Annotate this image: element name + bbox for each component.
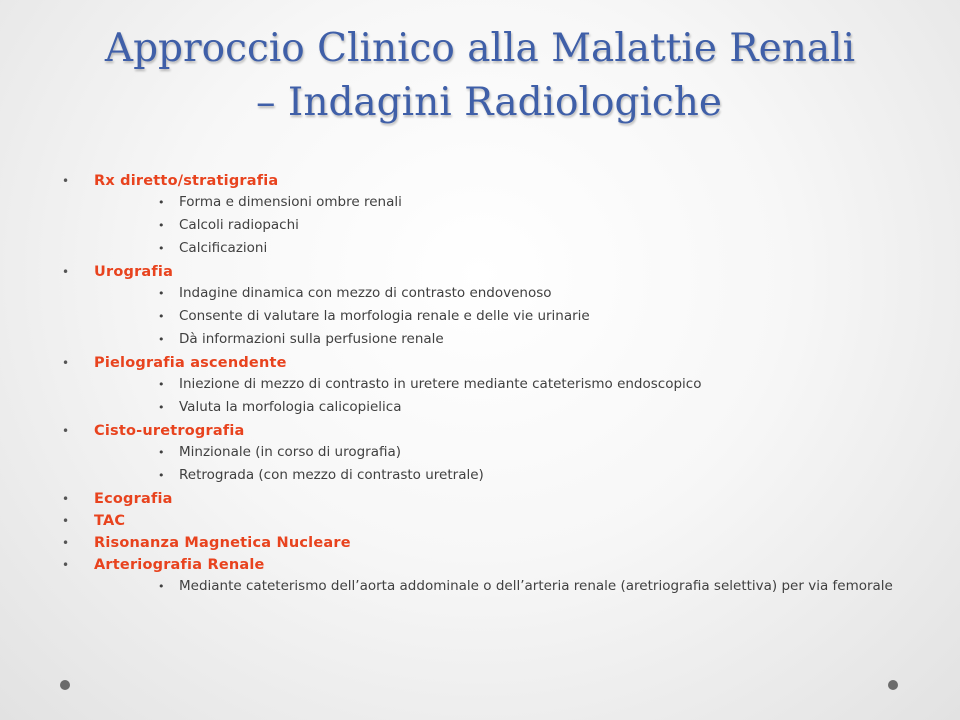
sub-item bbox=[62, 578, 932, 595]
sub-item bbox=[62, 467, 932, 484]
bullet-icon: • bbox=[62, 558, 70, 572]
bullet-icon: • bbox=[62, 492, 70, 506]
nav-dot-right-icon bbox=[888, 680, 898, 690]
bullet-icon: • bbox=[62, 514, 70, 528]
section-heading-text: Ecografia bbox=[94, 491, 173, 507]
bullet-icon: • bbox=[62, 424, 70, 438]
sub-item-text: Consente di valutare la morfologia renale e delle vie urinarie bbox=[179, 308, 590, 324]
sub-bullet-icon: • bbox=[158, 446, 165, 459]
sub-bullet-icon: • bbox=[158, 196, 165, 209]
section-heading-text: Risonanza Magnetica Nucleare bbox=[94, 535, 351, 551]
section-heading bbox=[62, 512, 932, 531]
sub-bullet-icon: • bbox=[158, 287, 165, 300]
section-heading bbox=[62, 172, 932, 191]
sub-item-text: Forma e dimensioni ombre renali bbox=[179, 194, 402, 210]
sub-item bbox=[62, 331, 932, 348]
sub-bullet-icon: • bbox=[158, 219, 165, 232]
sub-item-text: Calcoli radiopachi bbox=[179, 217, 299, 233]
sub-bullet-icon: • bbox=[158, 401, 165, 414]
sub-item bbox=[62, 240, 932, 257]
title-line-2: – Indagini Radiologiche bbox=[256, 80, 722, 125]
sub-item-text: Dà informazioni sulla perfusione renale bbox=[179, 331, 444, 347]
section-heading bbox=[62, 422, 932, 441]
bullet-icon: • bbox=[62, 265, 70, 279]
sub-bullet-icon: • bbox=[158, 310, 165, 323]
nav-dot-left-icon bbox=[60, 680, 70, 690]
section-heading-text: Arteriografia Renale bbox=[94, 557, 265, 573]
sub-item bbox=[62, 444, 932, 461]
list-item bbox=[62, 556, 932, 595]
section-heading-text: Pielografia ascendente bbox=[94, 355, 287, 371]
sub-bullet-icon: • bbox=[158, 580, 165, 593]
bullet-icon: • bbox=[62, 536, 70, 550]
sub-item-text: Mediante cateterismo dell’aorta addominale o dell’arteria renale (aretriografia selettiva) per via femorale bbox=[179, 578, 893, 594]
list-item bbox=[62, 512, 932, 531]
list-item bbox=[62, 422, 932, 484]
bullet-list bbox=[62, 172, 932, 601]
sub-item bbox=[62, 194, 932, 211]
sub-item-text: Indagine dinamica con mezzo di contrasto endovenoso bbox=[179, 285, 552, 301]
section-heading bbox=[62, 354, 932, 373]
bullet-icon: • bbox=[62, 174, 70, 188]
title-line-1: Approccio Clinico alla Malattie Renali bbox=[104, 26, 856, 71]
bullet-icon: • bbox=[62, 356, 70, 370]
slide-title bbox=[0, 22, 960, 130]
sub-item bbox=[62, 217, 932, 234]
list-item bbox=[62, 263, 932, 348]
sub-bullet-icon: • bbox=[158, 469, 165, 482]
sub-bullet-icon: • bbox=[158, 378, 165, 391]
list-item bbox=[62, 490, 932, 509]
sub-item bbox=[62, 308, 932, 325]
section-heading bbox=[62, 490, 932, 509]
sub-item bbox=[62, 376, 932, 393]
section-heading bbox=[62, 263, 932, 282]
list-item bbox=[62, 172, 932, 257]
list-item bbox=[62, 534, 932, 553]
sub-item-text: Valuta la morfologia calicopielica bbox=[179, 399, 402, 415]
sub-bullet-icon: • bbox=[158, 242, 165, 255]
section-heading-text: TAC bbox=[94, 513, 126, 529]
sub-item-text: Calcificazioni bbox=[179, 240, 268, 256]
section-heading-text: Rx diretto/stratigrafia bbox=[94, 173, 279, 189]
section-heading bbox=[62, 534, 932, 553]
list-item bbox=[62, 354, 932, 416]
sub-item-text: Retrograda (con mezzo di contrasto uretrale) bbox=[179, 467, 484, 483]
sub-item bbox=[62, 285, 932, 302]
sub-item-text: Minzionale (in corso di urografia) bbox=[179, 444, 402, 460]
sub-item-text: Iniezione di mezzo di contrasto in uretere mediante cateterismo endoscopico bbox=[179, 376, 702, 392]
section-heading bbox=[62, 556, 932, 575]
section-heading-text: Urografia bbox=[94, 264, 174, 280]
sub-bullet-icon: • bbox=[158, 333, 165, 346]
sub-item bbox=[62, 399, 932, 416]
section-heading-text: Cisto-uretrografia bbox=[94, 423, 245, 439]
